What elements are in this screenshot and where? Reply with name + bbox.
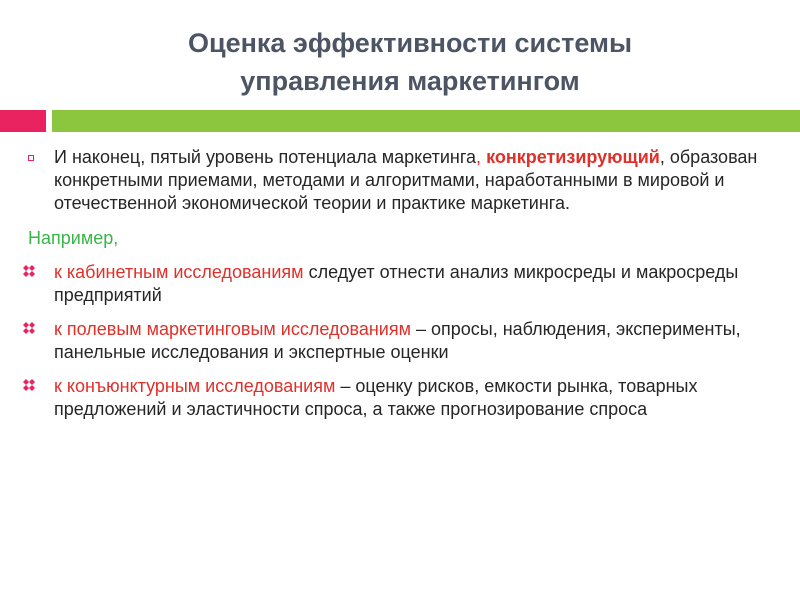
list-item-3 xyxy=(0,375,800,421)
slide-content xyxy=(0,146,800,421)
item-highlight: к полевым маркетинговым исследованиям xyxy=(54,319,411,339)
list-item-1 xyxy=(0,261,800,307)
item-text: – опросы, наблюдения, эксперименты, панельные исследования и экспертные оценки xyxy=(54,319,741,362)
item-text: – оценку рисков, емкости рынка, товарных предложений и эластичности спроса, а также прогнозирование спроса xyxy=(54,376,698,419)
square-outline-icon xyxy=(28,155,34,161)
slide-title xyxy=(80,24,740,100)
intro-emphasis: конкретизирующий xyxy=(486,147,660,167)
accent-bar-pink xyxy=(0,110,46,132)
accent-bar-green xyxy=(52,110,800,132)
title-line-2: управления маркетингом xyxy=(240,66,580,96)
intro-text-part2: , образован конкретными приемами, методами и алгоритмами, наработанными в мировой и отечественной экономической теории и практике маркетинга. xyxy=(54,147,758,213)
intro-comma: , xyxy=(476,147,482,167)
title-line-1: Оценка эффективности системы xyxy=(187,28,633,58)
diamond-bullet-icon xyxy=(22,321,36,335)
intro-paragraph xyxy=(0,146,800,215)
intro-text-part1: И наконец, пятый уровень потенциала маркетинга xyxy=(54,147,477,167)
item-highlight: к конъюнктурным исследованиям xyxy=(54,376,336,396)
diamond-bullet-icon xyxy=(22,378,36,392)
item-highlight: к кабинетным исследованиям xyxy=(54,262,304,282)
item-text: следует отнести анализ микросреды и макросреды предприятий xyxy=(54,262,739,305)
list-item-2 xyxy=(0,318,800,364)
diamond-bullet-icon xyxy=(22,264,36,278)
example-label: Например, xyxy=(28,228,119,248)
